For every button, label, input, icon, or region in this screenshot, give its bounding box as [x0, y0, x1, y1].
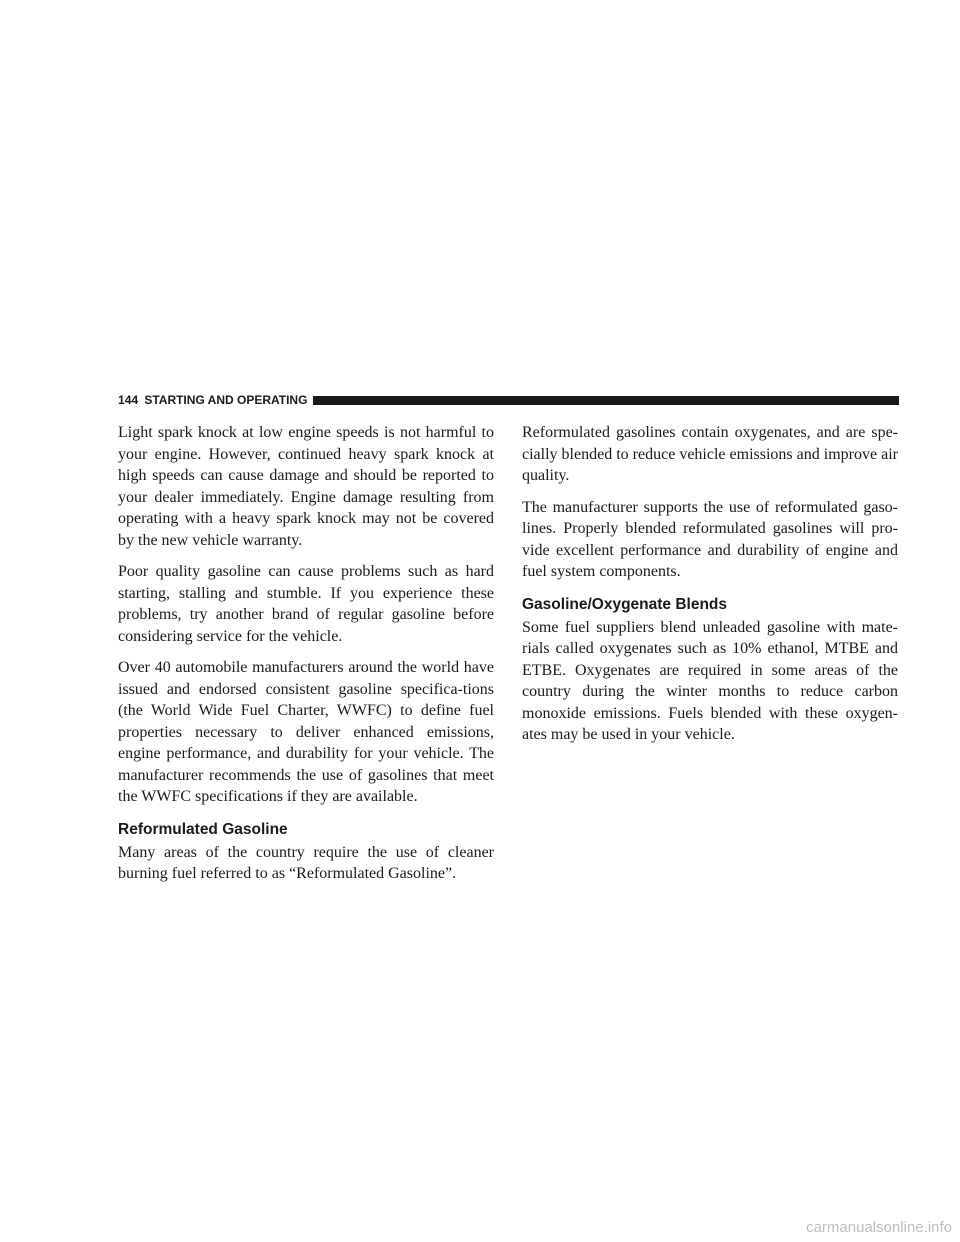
heading-reformulated-gasoline: Reformulated Gasoline	[118, 820, 288, 838]
left-column	[118, 422, 494, 895]
paragraph-wwfc: Over 40 automobile manufacturers around the world have issued and endorsed consistent gasoline specifica-tions (the World Wide Fuel Charter, WWFC) to define fuel properties necessary to deliver enhanced emissions, engine performance, and durability for your vehicle. The manufacturer recommends the use of gasolines that meet the WWFC specifications if they are available.	[118, 659, 494, 805]
page-header	[118, 392, 899, 408]
paragraph-cleaner-fuel: Many areas of the country require the use of cleaner burning fuel referred to as “Reformulated Gasoline”.	[118, 843, 494, 882]
watermark: carmanualsonline.info	[806, 1219, 952, 1236]
paragraph-oxygenates: Reformulated gasolines contain oxygenates, and are spe-cially blended to reduce vehicle emissions and improve air quality.	[522, 424, 898, 484]
heading-oxygenate-blends: Gasoline/Oxygenate Blends	[522, 595, 728, 613]
paragraph-spark-knock: Light spark knock at low engine speeds is not harmful to your engine. However, continued heavy spark knock at high speeds can cause damage and should be reported to your dealer immediately. Engine damage resulting from operating with a heavy spark knock may not be covered by the new vehicle warranty.	[118, 424, 494, 549]
paragraph-manufacturer-support: The manufacturer supports the use of reformulated gaso-lines. Properly blended reformulated gasolines will pro-vide excellent performance and durability of engine and fuel system components.	[522, 498, 898, 580]
header-rule	[313, 396, 899, 405]
section-title: STARTING AND OPERATING	[144, 393, 308, 407]
right-column	[522, 422, 898, 756]
paragraph-fuel-suppliers: Some fuel suppliers blend unleaded gasoline with mate-rials called oxygenates such as 10% ethanol, MTBE and ETBE. Oxygenates are required in some areas of the country during the winter months to reduce carbon monoxide emissions. Fuels blended with these oxygen-ates may be used in your vehicle.	[522, 618, 898, 743]
page-number: 144	[118, 393, 139, 407]
paragraph-poor-quality: Poor quality gasoline can cause problems such as hard starting, stalling and stumble. If you experience these problems, try another brand of regular gasoline before considering service for the vehicle.	[118, 563, 494, 645]
